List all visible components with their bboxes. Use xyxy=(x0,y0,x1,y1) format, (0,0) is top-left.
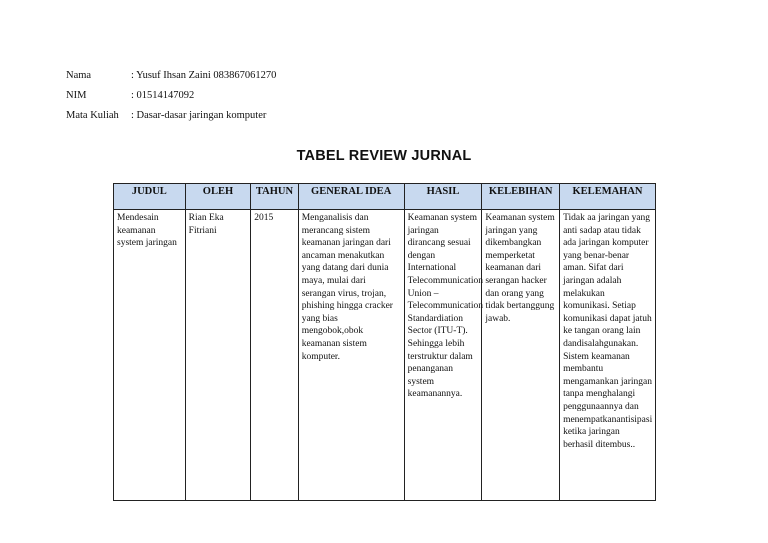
info-label: Mata Kuliah xyxy=(66,110,119,121)
cell-kelebihan: Keamanan system jaringan yang dikembangkan memperketat keamanan dari serangan hacker dan orang yang tidak bertanggung jawab. xyxy=(482,210,560,501)
info-label: NIM xyxy=(66,90,87,101)
cell-oleh: Rian Eka Fitriani xyxy=(185,210,251,501)
header-tahun: TAHUN xyxy=(251,184,298,210)
cell-tahun: 2015 xyxy=(251,210,298,501)
cell-judul: Mendesain keamanan system jaringan xyxy=(114,210,186,501)
header-general-idea: GENERAL IDEA xyxy=(298,184,404,210)
cell-kelemahan: Tidak aa jaringan yang anti sadap atau tidak ada jaringan komputer yang benar-benar aman. Sifat dari jaringan adalah melakukan komunikasi. Setiap komunikasi dapat jatuh ke tangan orang lain dandisalahgunakan. Sistem keamanan membantu mengamankan jaringan tanpa menghalangi penggunaannya dan menempatkanantisipasi ketika jaringan berhasil ditembus.. xyxy=(560,210,656,501)
page-title: TABEL REVIEW JURNAL xyxy=(296,148,472,164)
info-value: : Yusuf Ihsan Zaini 083867061270 xyxy=(131,70,277,81)
info-value: : 01514147092 xyxy=(131,90,195,101)
header-judul: JUDUL xyxy=(114,184,186,210)
student-info xyxy=(66,66,276,126)
header-kelebihan: KELEBIHAN xyxy=(482,184,560,210)
header-kelemahan: KELEMAHAN xyxy=(560,184,656,210)
review-table xyxy=(113,183,656,501)
info-label: Nama xyxy=(66,70,92,81)
table-row xyxy=(114,210,656,501)
info-row-nim xyxy=(66,86,276,106)
header-oleh: OLEH xyxy=(185,184,251,210)
header-hasil: HASIL xyxy=(404,184,482,210)
info-value: : Dasar-dasar jaringan komputer xyxy=(131,110,267,121)
table-header-row xyxy=(114,184,656,210)
cell-general-idea: Menganalisis dan merancang sistem keamanan jaringan dari ancaman menakutkan yang datang dari dunia maya, mulai dari serangan virus, trojan, phishing hingga cracker yang bias mengobok,obok keamanan sistem komputer. xyxy=(298,210,404,501)
info-row-mata-kuliah xyxy=(66,106,276,126)
cell-hasil: Keamanan system jaringan dirancang sesuai dengan International Telecommunication Union – Telecommunication Standardiation Sector (ITU-T). Sehingga lebih terstruktur dalam penanganan system keamanannya. xyxy=(404,210,482,501)
info-row-nama xyxy=(66,66,276,86)
